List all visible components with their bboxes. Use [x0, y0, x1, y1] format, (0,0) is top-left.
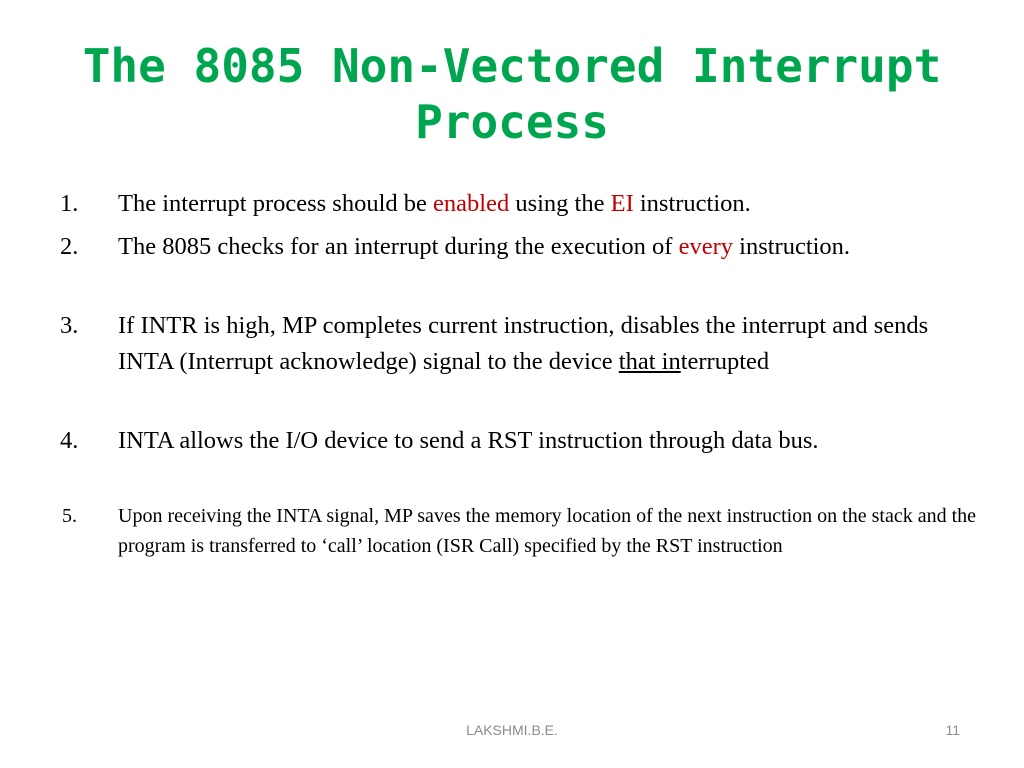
highlight-enabled: enabled: [433, 190, 510, 217]
text-segment: The 8085 checks for an interrupt during the execution of: [118, 233, 679, 260]
list-item-text: [118, 229, 988, 265]
slide-title-line-1: The 8085 Non-Vectored Interrupt: [82, 39, 942, 93]
text-segment: using the: [509, 190, 611, 217]
slide-number: 11: [945, 722, 960, 738]
list-item-number: 1.: [60, 190, 79, 217]
list-item-number: 3.: [60, 312, 79, 339]
text-segment: instruction.: [733, 233, 851, 260]
slide-title: [40, 38, 984, 150]
highlight-ei: EI: [610, 190, 634, 217]
list-item-text: [118, 186, 988, 222]
list-item-number: 2.: [60, 233, 79, 260]
footer-author: LAKSHMI.B.E.: [466, 722, 558, 738]
underlined-text: that in: [618, 348, 681, 375]
list-item-text: Upon receiving the INTA signal, MP saves the memory location of the next instruction on the stack and the program is transferred to ‘call’ location (ISR Call) specified by the RST instruction: [118, 505, 977, 557]
list-item-text: INTA allows the I/O device to send a RST instruction through data bus.: [118, 427, 819, 454]
text-segment: If INTR is high, MP completes current instruction, disables the interrupt and sends INTA (Interrupt acknowledge) signal to the device: [118, 312, 929, 375]
text-segment: The interrupt process should be: [118, 190, 434, 217]
highlight-every: every: [678, 233, 734, 260]
list-item-number: 5.: [62, 505, 77, 527]
list-item-text: [118, 308, 988, 380]
text-segment: terrupted: [680, 348, 770, 375]
text-segment: instruction.: [633, 190, 751, 217]
slide-title-line-2: Process: [415, 95, 609, 149]
list-item-number: 4.: [60, 427, 79, 454]
